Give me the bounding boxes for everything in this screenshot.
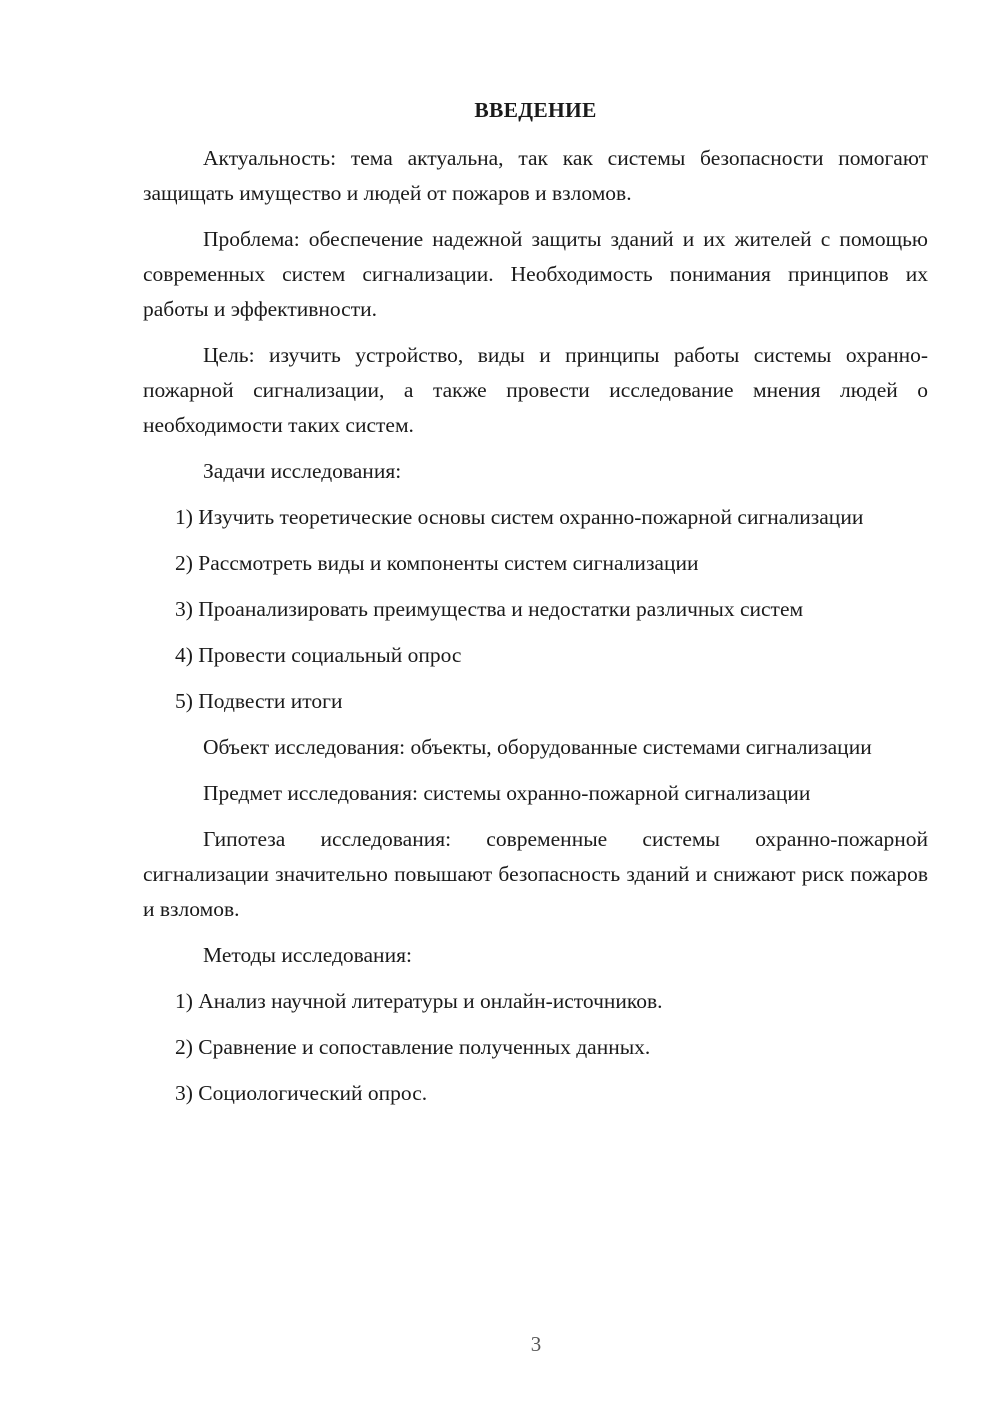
object-paragraph: Объект исследования: объекты, оборудованные системами сигнализации: [203, 735, 872, 759]
tasks-heading: Задачи исследования:: [203, 459, 402, 483]
subject-paragraph: Предмет исследования: системы охранно-пожарной сигнализации: [203, 781, 811, 805]
page-content: [143, 95, 928, 1122]
problem-paragraph: Проблема: обеспечение надежной защиты зданий и их жителей с помощью современных систем сигнализации. Необходимость понимания принципов их работы и эффективности.: [143, 227, 928, 321]
method-item: 2) Сравнение и сопоставление полученных данных.: [175, 1035, 651, 1059]
task-item: 2) Рассмотреть виды и компоненты систем сигнализации: [175, 551, 699, 575]
hypothesis-paragraph: Гипотеза исследования: современные системы охранно-пожарной сигнализации значительно повышают безопасность зданий и снижают риск пожаров и взломов.: [143, 827, 928, 921]
page-title: ВВЕДЕНИЕ: [474, 98, 597, 122]
page-number: 3: [530, 1332, 542, 1356]
task-item: 1) Изучить теоретические основы систем охранно-пожарной сигнализации: [175, 505, 864, 529]
task-item: 5) Подвести итоги: [175, 689, 343, 713]
task-item: 3) Проанализировать преимущества и недостатки различных систем: [175, 597, 804, 621]
task-item: 4) Провести социальный опрос: [175, 643, 462, 667]
relevance-paragraph: Актуальность: тема актуальна, так как системы безопасности помогают защищать имущество и людей от пожаров и взломов.: [143, 146, 928, 205]
method-item: 3) Социологический опрос.: [175, 1081, 428, 1105]
methods-heading: Методы исследования:: [203, 943, 412, 967]
goal-paragraph: Цель: изучить устройство, виды и принципы работы системы охранно-пожарной сигнализации, а также провести исследование мнения людей о необходимости таких систем.: [143, 343, 928, 437]
method-item: 1) Анализ научной литературы и онлайн-источников.: [175, 989, 663, 1013]
